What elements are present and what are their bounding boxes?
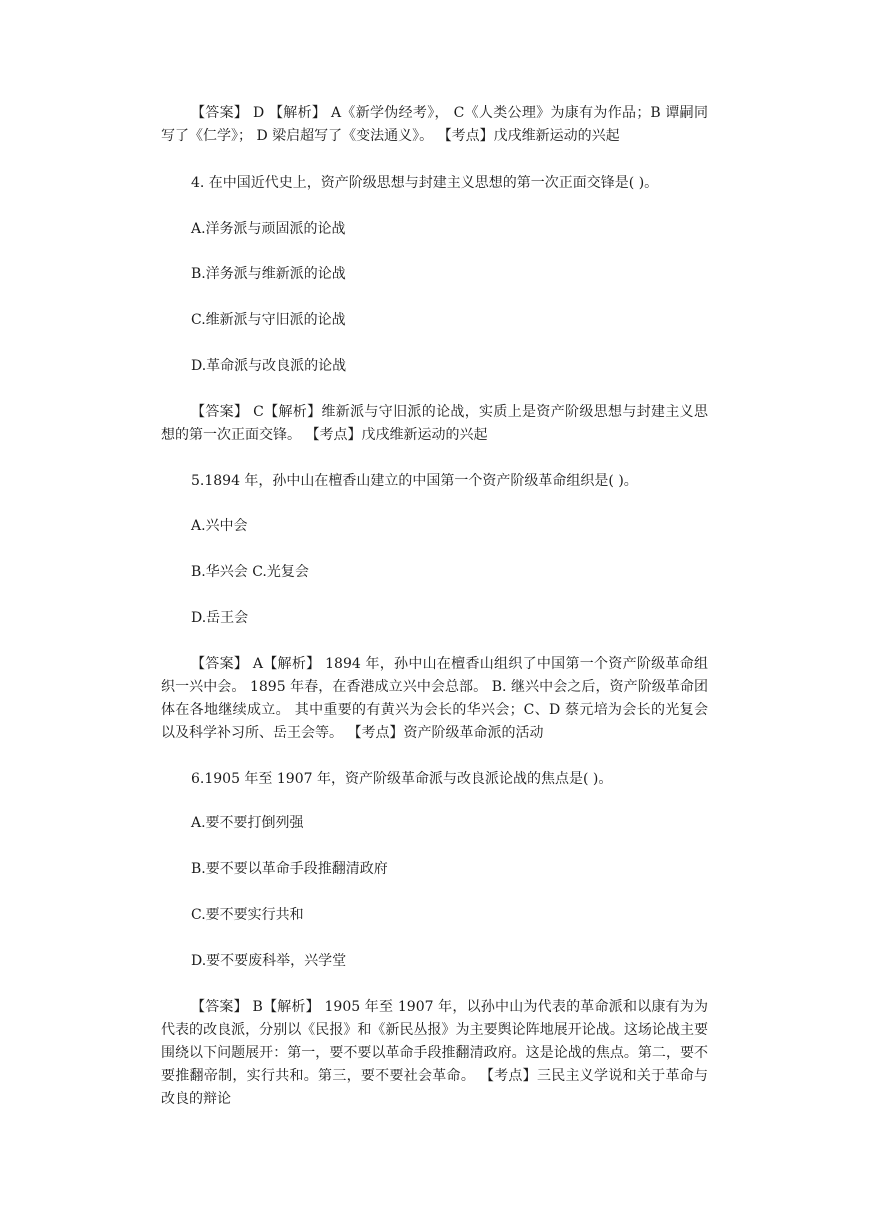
answer-q6: 【答案】 B【解析】 1905 年至 1907 年，以孙中山为代表的革命派和以康有为为代表的改良派，分别以《民报》和《新民丛报》为主要舆论阵地展开论战。这场论战主要围绕以下问题展开：第一，要不要以革命手段推翻清政府。这是论战的焦点。第二，要不要推翻帝制，实行共和。第三，要不要社会革命。 【考点】三民主义学说和关于革命与改良的辩论 [161,999,708,1107]
question-6-option-d: D.要不要废科举，兴学堂 [191,953,347,969]
question-4-option-b: B.洋务派与维新派的论战 [191,266,346,282]
answer-q5: 【答案】 A【解析】 1894 年，孙中山在檀香山组织了中国第一个资产阶级革命组织一兴中会。 1895 年春，在香港成立兴中会总部。 B. 继兴中会之后，资产阶级革命团体在各地继续成立。 其中重要的有黄兴为会长的华兴会；C、D 蔡元培为会长的光复会以及科学补习所、岳王会等。 【考点】资产阶级革命派的活动 [161,656,708,741]
question-6-option-b: B.要不要以革命手段推翻清政府 [191,861,388,877]
question-4: 4. 在中国近代史上，资产阶级思想与封建主义思想的第一次正面交锋是( )。 [191,175,659,191]
question-4-option-c: C.维新派与守旧派的论战 [191,312,346,328]
question-6-option-a: A.要不要打倒列强 [191,815,304,831]
answer-q4: 【答案】 C【解析】维新派与守旧派的论战，实质上是资产阶级思想与封建主义思想的第一次正面交锋。 【考点】戊戌维新运动的兴起 [161,404,708,443]
question-5-option-b-c: B.华兴会 C.光复会 [191,564,309,580]
question-5-option-d: D.岳王会 [191,610,249,626]
question-4-option-a: A.洋务派与顽固派的论战 [191,221,346,237]
question-6-option-c: C.要不要实行共和 [191,907,304,923]
question-6: 6.1905 年至 1907 年，资产阶级革命派与改良派论战的焦点是( )。 [191,771,613,787]
question-5-option-a: A.兴中会 [191,518,248,534]
answer-q3: 【答案】 D 【解析】 A《新学伪经考》， C《人类公理》为康有为作品；B 谭嗣同写了《仁学》； D 梁启超写了《变法通义》。 【考点】戊戌维新运动的兴起 [161,105,708,144]
question-5: 5.1894 年，孙中山在檀香山建立的中国第一个资产阶级革命组织是( )。 [191,473,638,489]
question-4-option-d: D.革命派与改良派的论战 [191,358,347,374]
